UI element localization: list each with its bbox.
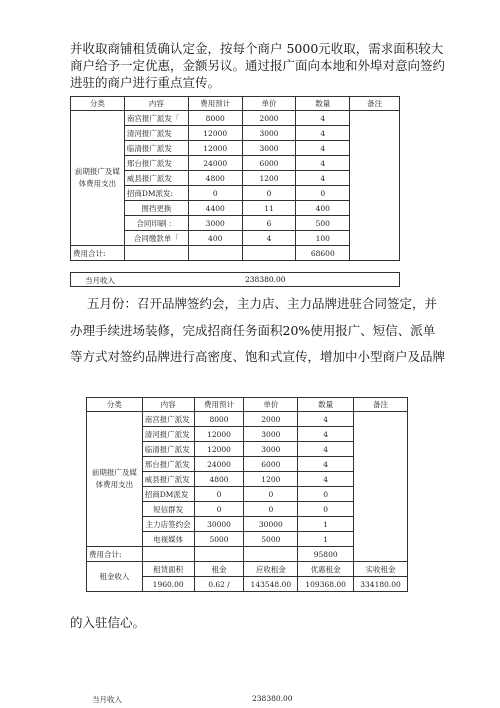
- qty-cell: 0: [298, 502, 354, 517]
- empty-cell: [124, 246, 188, 261]
- cost-cell: 4800: [194, 472, 244, 487]
- price-cell: 3000: [244, 427, 298, 442]
- item-cell: 邢台报广派发: [142, 457, 194, 472]
- cost-cell: 0: [194, 487, 244, 502]
- qty-cell: 500: [296, 216, 350, 231]
- cost-cell: 0: [188, 186, 242, 201]
- category-cell: 前期报广及媒体费用支出: [87, 412, 143, 547]
- paragraph-closing: 的入驻信心。: [70, 615, 146, 630]
- price-cell: 6000: [242, 156, 296, 171]
- cost-cell: 12000: [194, 442, 244, 457]
- header-unit-price: 单价: [242, 97, 296, 111]
- rent-header-area: 租赁面积: [142, 562, 194, 577]
- rent-income-label: 租金收入: [87, 562, 143, 592]
- header-content: 内容: [124, 97, 188, 111]
- rent-header-actual: 实收租金: [354, 562, 408, 577]
- price-cell: 2000: [244, 412, 298, 427]
- rent-value-receivable: 143548.00: [244, 577, 298, 592]
- rent-value-actual: 334180.00: [354, 577, 408, 592]
- header-cost: 费用预计: [194, 398, 244, 412]
- total-value: 95800: [298, 547, 354, 562]
- monthly-income-box: [70, 272, 400, 287]
- rent-header-discount: 优惠租金: [298, 562, 354, 577]
- header-quantity: 数量: [296, 97, 350, 111]
- empty-cell: [188, 246, 242, 261]
- total-value: 68600: [296, 246, 350, 261]
- paragraph-may-line-3: 等方式对签约品牌进行高密度、饱和式宣传，增加中小型商户及品牌: [70, 349, 446, 364]
- cost-cell: 30000: [194, 517, 244, 532]
- cost-cell: 5000: [194, 532, 244, 547]
- header-remark: 备注: [354, 398, 408, 412]
- table-header-row: [87, 398, 408, 412]
- qty-cell: 1: [298, 517, 354, 532]
- item-cell: 威县报广派发: [124, 171, 188, 186]
- paragraph-intro-line-1: 并收取商铺租赁确认定金，按每个商户 5000元收取，需求面积较大: [70, 41, 444, 56]
- category-cell: 前期报广及媒体费用支出: [71, 111, 125, 246]
- remark-cell: [354, 412, 408, 562]
- header-category: 分类: [87, 398, 143, 412]
- item-cell: 合同缴款单「: [124, 231, 188, 246]
- cost-cell: 24000: [194, 457, 244, 472]
- cost-cell: 12000: [188, 126, 242, 141]
- monthly-income-label: 当月收入: [85, 276, 115, 285]
- paragraph-may-line-1: 五月份：召开品牌签约会，主力店、主力品牌进驻合同签定，并: [87, 296, 438, 311]
- item-cell: 临清报广派发: [124, 141, 188, 156]
- bottom-income-label: 当月收入: [92, 695, 122, 704]
- header-quantity: 数量: [298, 398, 354, 412]
- empty-cell: [142, 547, 194, 562]
- cost-cell: 0: [194, 502, 244, 517]
- rent-header-receivable: 应收租金: [244, 562, 298, 577]
- qty-cell: 400: [296, 201, 350, 216]
- price-cell: 5000: [244, 532, 298, 547]
- qty-cell: 0: [296, 186, 350, 201]
- header-unit-price: 单价: [244, 398, 298, 412]
- price-cell: 6: [242, 216, 296, 231]
- qty-cell: 4: [296, 111, 350, 126]
- rent-header-rent: 租金: [194, 562, 244, 577]
- rent-value-discount: 109368.00: [298, 577, 354, 592]
- item-cell: 招商DM派发:: [124, 186, 188, 201]
- empty-cell: [194, 547, 244, 562]
- header-remark: 备注: [350, 97, 400, 111]
- header-content: 内容: [142, 398, 194, 412]
- cost-cell: 3000: [188, 216, 242, 231]
- qty-cell: 4: [296, 126, 350, 141]
- item-cell: 临清报广派发: [142, 442, 194, 457]
- qty-cell: 0: [298, 487, 354, 502]
- cost-cell: 400: [188, 231, 242, 246]
- expense-table-1: [70, 96, 400, 261]
- qty-cell: 4: [298, 412, 354, 427]
- item-cell: 南宫报广派发「: [124, 111, 188, 126]
- empty-cell: [244, 547, 298, 562]
- total-label: 费用合计:: [87, 547, 143, 562]
- qty-cell: 4: [298, 472, 354, 487]
- cost-cell: 12000: [194, 427, 244, 442]
- price-cell: 3000: [244, 442, 298, 457]
- qty-cell: 4: [296, 171, 350, 186]
- paragraph-intro-line-2: 商户给予一定优惠，金额另议。通过报广面向本地和外埠对意向签约: [70, 58, 446, 73]
- price-cell: 1200: [242, 171, 296, 186]
- qty-cell: 4: [298, 457, 354, 472]
- price-cell: 1200: [244, 472, 298, 487]
- rent-value-area: 1960.00: [142, 577, 194, 592]
- paragraph-intro-line-3: 进驻的商户进行重点宣传。: [70, 75, 221, 90]
- cost-cell: 4400: [188, 201, 242, 216]
- rent-value-rent: 0.62 /: [194, 577, 244, 592]
- item-cell: 邢台报广派发: [124, 156, 188, 171]
- cost-cell: 12000: [188, 141, 242, 156]
- price-cell: 0: [244, 502, 298, 517]
- item-cell: 电视媒体: [142, 532, 194, 547]
- item-cell: 主力店签约会: [142, 517, 194, 532]
- rent-header-row: [87, 562, 408, 577]
- item-cell: 合同印刷 ：: [124, 216, 188, 231]
- header-category: 分类: [71, 97, 125, 111]
- monthly-income-value: 238380.00: [245, 275, 286, 284]
- item-cell: 招商DM派发: [142, 487, 194, 502]
- paragraph-may-line-2: 办理手续进场装修，完成招商任务面积20%使用报广、短信、派单: [70, 323, 436, 338]
- qty-cell: 4: [298, 442, 354, 457]
- price-cell: 6000: [244, 457, 298, 472]
- table-row: [87, 412, 408, 427]
- item-cell: 短信群发: [142, 502, 194, 517]
- table-row: [71, 111, 400, 126]
- item-cell: 南宫报广派发: [142, 412, 194, 427]
- table-header-row: [71, 97, 400, 111]
- qty-cell: 4: [296, 156, 350, 171]
- price-cell: 3000: [242, 126, 296, 141]
- bottom-income-value: 238380.00: [252, 694, 293, 703]
- qty-cell: 1: [298, 532, 354, 547]
- remark-cell: [350, 111, 400, 261]
- price-cell: 3000: [242, 141, 296, 156]
- item-cell: 清河报广派发: [142, 427, 194, 442]
- qty-cell: 100: [296, 231, 350, 246]
- qty-cell: 4: [298, 427, 354, 442]
- price-cell: 30000: [244, 517, 298, 532]
- item-cell: 围挡更换: [124, 201, 188, 216]
- item-cell: 威县报广派发: [142, 472, 194, 487]
- empty-cell: [242, 246, 296, 261]
- qty-cell: 4: [296, 141, 350, 156]
- price-cell: 0: [244, 487, 298, 502]
- price-cell: 2000: [242, 111, 296, 126]
- cost-cell: 8000: [194, 412, 244, 427]
- cost-cell: 4800: [188, 171, 242, 186]
- expense-table-2: [86, 397, 408, 592]
- cost-cell: 8000: [188, 111, 242, 126]
- total-label: 费用合计:: [71, 246, 125, 261]
- price-cell: 0: [242, 186, 296, 201]
- header-cost: 费用预计: [188, 97, 242, 111]
- item-cell: 清河报广派发: [124, 126, 188, 141]
- cost-cell: 24000: [188, 156, 242, 171]
- price-cell: 11: [242, 201, 296, 216]
- price-cell: 4: [242, 231, 296, 246]
